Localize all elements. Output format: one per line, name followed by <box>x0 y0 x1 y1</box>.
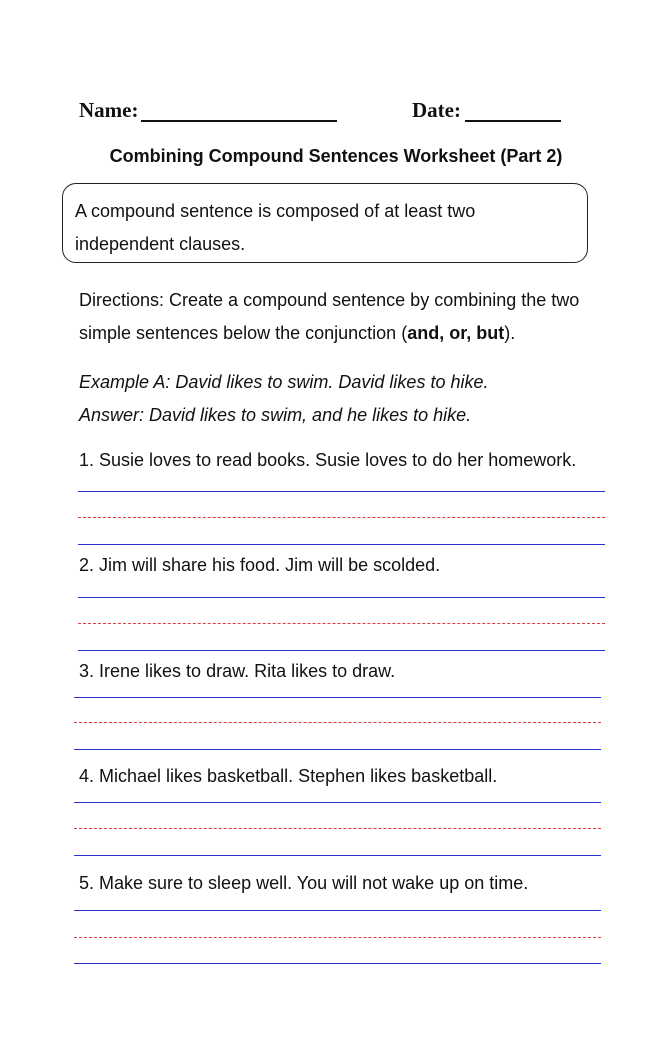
answer-line-solid[interactable] <box>74 697 601 698</box>
definition-box <box>62 183 588 263</box>
directions <box>79 284 619 350</box>
answer-line-solid[interactable] <box>74 749 601 750</box>
answer-line-solid[interactable] <box>74 910 601 911</box>
answer-line-solid[interactable] <box>78 597 605 598</box>
answer-line-dashed <box>78 517 605 518</box>
example-question: Example A: David likes to swim. David likes to hike. <box>79 372 489 392</box>
example-block <box>79 366 619 432</box>
answer-line-solid[interactable] <box>74 963 601 964</box>
header-row <box>79 94 672 126</box>
answer-line-solid[interactable] <box>78 650 605 651</box>
answer-line-solid[interactable] <box>74 802 601 803</box>
directions-line <box>79 317 619 350</box>
conjunction-but: but <box>471 323 505 343</box>
directions-text: simple sentences below the conjunction ( <box>79 323 408 343</box>
directions-line: Directions: Create a compound sentence by combining the two <box>79 290 580 310</box>
name-label: Name: <box>79 98 139 122</box>
answer-line-dashed <box>74 722 601 723</box>
question-4: 4. Michael likes basketball. Stephen likes basketball. <box>79 766 498 786</box>
example-answer: Answer: David likes to swim, and he likes to hike. <box>79 405 472 425</box>
question-2: 2. Jim will share his food. Jim will be scolded. <box>79 555 441 575</box>
definition-line: independent clauses. <box>75 234 246 254</box>
definition-line: A compound sentence is composed of at least two <box>75 201 476 221</box>
question-3: 3. Irene likes to draw. Rita likes to draw. <box>79 661 396 681</box>
date-label: Date: <box>412 98 461 122</box>
directions-text: ). <box>504 323 516 343</box>
answer-line-dashed <box>74 828 601 829</box>
name-answer-line[interactable] <box>141 120 337 122</box>
conjunction-or: or, <box>444 323 472 343</box>
date-answer-line[interactable] <box>465 120 561 122</box>
answer-line-dashed <box>74 937 601 938</box>
answer-line-solid[interactable] <box>74 855 601 856</box>
answer-line-solid[interactable] <box>78 544 605 545</box>
question-1: 1. Susie loves to read books. Susie loves to do her homework. <box>79 450 577 470</box>
answer-line-dashed <box>78 623 605 624</box>
conjunction-and: and, <box>407 323 445 343</box>
question-5: 5. Make sure to sleep well. You will not wake up on time. <box>79 873 529 893</box>
worksheet-title: Combining Compound Sentences Worksheet (Part 2) <box>109 146 563 166</box>
answer-line-solid[interactable] <box>78 491 605 492</box>
